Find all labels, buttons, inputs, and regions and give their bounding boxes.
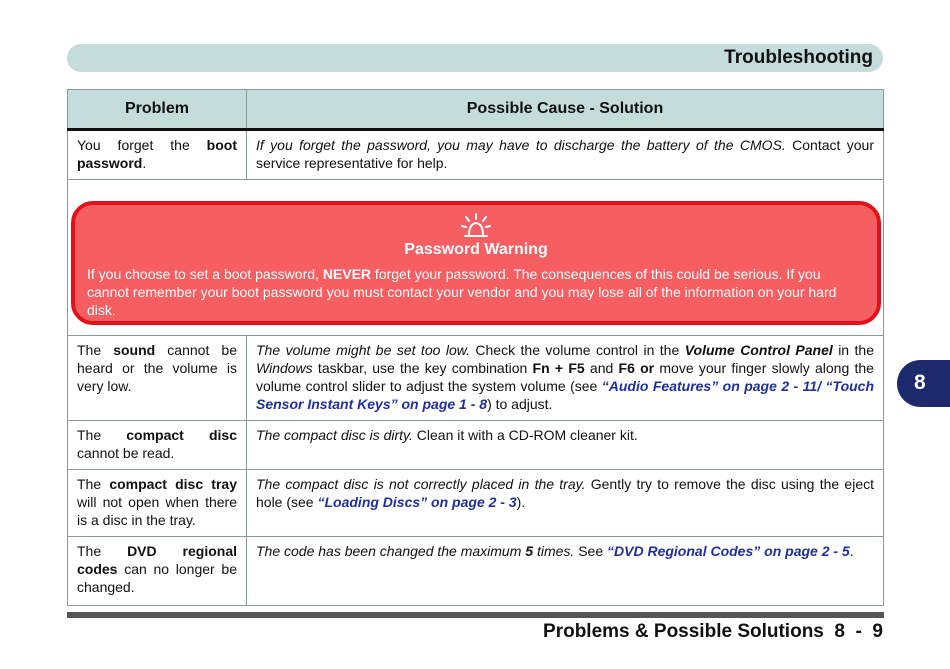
link-loading-discs[interactable]: “Loading Discs” on page 2 - 3 [317, 494, 517, 510]
table-row [68, 336, 884, 421]
problem-cell: You forget the boot password. [68, 130, 247, 180]
warning-title: Password Warning [404, 241, 548, 258]
solution-cell: The compact disc is not correctly placed in the tray. Gently try to remove the disc using the eject hole (see “Loading Discs” on page 2 - 3). [247, 470, 884, 537]
password-warning-box [71, 201, 881, 325]
table-row [68, 537, 884, 606]
problem-cell: The compact disc tray will not open when there is a disc in the tray. [68, 470, 247, 537]
solution-cell: If you forget the password, you may have to discharge the battery of the CMOS. Contact your service representative for help. [247, 130, 884, 180]
link-touch-sensor-keys[interactable]: “Touch Sensor Instant Keys” on page 1 - 8 [256, 378, 875, 412]
footer-rule [67, 612, 884, 618]
page-title: Troubleshooting [724, 47, 873, 68]
link-audio-features[interactable]: “Audio Features” on page 2 - 11 [601, 378, 818, 394]
table-row [68, 130, 884, 180]
problem-cell: The sound cannot be heard or the volume is very low. [68, 336, 247, 421]
column-header-solution: Possible Cause - Solution [247, 90, 884, 130]
warning-row [68, 180, 884, 336]
troubleshooting-table [67, 89, 884, 606]
table-row [68, 470, 884, 537]
footer-page-label: Problems & Possible Solutions 8 - 9 [543, 621, 883, 642]
column-header-problem: Problem [68, 90, 247, 130]
solution-cell: The compact disc is dirty. Clean it with a CD-ROM cleaner kit. [247, 421, 884, 470]
problem-cell: The DVD regional codes can no longer be changed. [68, 537, 247, 606]
table-row [68, 421, 884, 470]
problem-cell: The compact disc cannot be read. [68, 421, 247, 470]
table-header-row [68, 90, 884, 130]
warning-burst-icon [460, 213, 492, 243]
chapter-number: 8 [914, 371, 926, 394]
chapter-tab[interactable] [897, 360, 950, 407]
header-bar [67, 44, 883, 72]
link-dvd-regional-codes[interactable]: “DVD Regional Codes” on page 2 - 5 [607, 543, 850, 559]
solution-cell: The volume might be set too low. Check the volume control in the Volume Control Panel in the Windows taskbar, use the key combination Fn + F5 and F6 or move your finger slowly along the volume control slider to adjust the system volume (see “Audio Features” on page 2 - 11/ “Touch Sensor Instant Keys” on page 1 - 8) to adjust. [247, 336, 884, 421]
warning-text: If you choose to set a boot password, NEVER forget your password. The consequences of this could be serious. If you cannot remember your boot password you must contact your vendor and you may lose all of the information on your hard disk. [87, 266, 837, 318]
solution-cell: The code has been changed the maximum 5 times. See “DVD Regional Codes” on page 2 - 5. [247, 537, 884, 606]
